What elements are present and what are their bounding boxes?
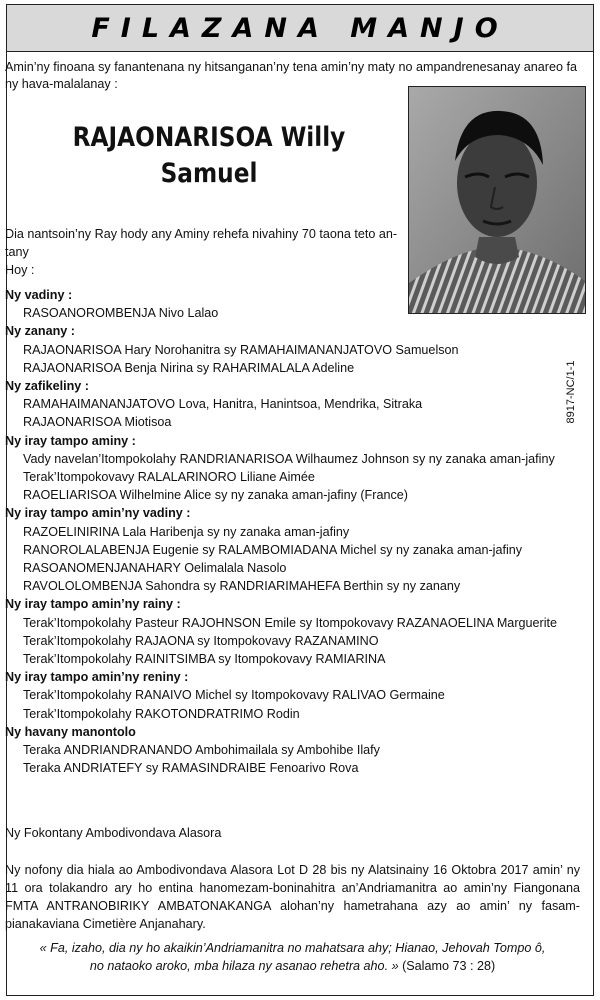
family-heading: Ny iray tampo amin’ny vadiny : <box>5 506 191 521</box>
family-heading: Ny vadiny : <box>5 288 73 302</box>
family-member: Teraka ANDRIANDRANANDO Ambohimailala sy Ambohibe Ilafy <box>23 743 380 758</box>
family-list <box>5 286 580 777</box>
verse-line1: « Fa, izaho, dia ny ho akaikin’Andriamanitra no mahatsara ahy; Hianao, Jehovah Tompo ô, <box>39 941 546 955</box>
verse-line2-wrap <box>5 957 580 975</box>
family-member: RAJAONARISOA Hary Norohanitra sy RAMAHAIMANANJATOVO Samuelson <box>23 342 459 357</box>
family-heading: Ny havany manontolo <box>5 724 136 739</box>
verse-citation: (Salamo 73 : 28) <box>402 959 496 973</box>
portrait-photo <box>408 86 586 314</box>
family-member: RAOELIARISOA Wilhelmine Alice sy ny zanaka aman-jafiny (France) <box>23 488 408 503</box>
family-member: Terak’Itompokolahy RANAIVO Michel sy Itompokovavy RALIVAO Germaine <box>23 688 445 703</box>
announcement-block <box>5 225 405 280</box>
family-heading: Ny iray tampo amin’ny reniny : <box>5 670 189 685</box>
portrait-photo-icon <box>409 87 585 313</box>
family-member: RASOANOMENJANAHARY Oelimalala Nasolo <box>23 561 287 576</box>
family-heading: Ny iray tampo amin’ny rainy : <box>5 597 181 612</box>
deceased-name <box>46 120 371 192</box>
family-member: Terak’Itompokolahy Pasteur RAJOHNSON Emile sy Itompokovavy RAZANAOELINA Marguerite <box>23 615 558 630</box>
family-member: Terak’Itompokolahy RAKOTONDRATRIMO Rodin <box>23 706 300 721</box>
family-member: Teraka ANDRIATEFY sy RAMASINDRAIBE Fenoarivo Rova <box>23 761 359 776</box>
announcement-text: Dia nantsoin’ny Ray hody any Aminy rehefa nivahiny 70 taona teto an-tany <box>5 227 398 260</box>
verse-line2: no nataoko aroko, mba hilaza ny asanao rehetra aho. » <box>89 959 399 973</box>
family-member: RAJAONARISOA Benja Nirina sy RAHARIMALALA Adeline <box>23 360 355 375</box>
family-member: RASOANOROMBENJA Nivo Lalao <box>23 306 219 321</box>
deceased-name-line2: Samuel <box>160 158 258 189</box>
family-member: RAJAONARISOA Miotisoa <box>23 415 172 430</box>
banner-title: FILAZANA MANJO <box>91 12 509 44</box>
family-member: RAZOELINIRINA Lala Haribenja sy ny zanaka aman-jafiny <box>23 524 350 539</box>
family-member: RANOROLALABENJA Eugenie sy RALAMBOMIADANA Michel sy ny zanaka aman-jafiny <box>23 542 523 557</box>
burial-paragraph: Ny nofony dia hiala ao Ambodivondava Alasora Lot D 28 bis ny Alatsinainy 16 Oktobra 2017 amin’ ny 11 ora tolakandro ary ho entina hanomezam-boninahitra an’Andriamanitra ao amin’ny Fiangonana FMTA ANTRANOBIRIKY AMBATONAKANGA alohan’ny hametrahana azy ao amin’ ny fasam-pianakaviana Cimetière Anjanahary. <box>5 863 580 931</box>
reference-code: 8917-NC/1-1 <box>565 360 577 424</box>
family-heading: Ny zanany : <box>5 324 75 339</box>
deceased-name-line1: RAJAONARISOA Willy <box>72 122 346 153</box>
family-member: Terak’Itompokolahy RAJAONA sy Itompokovavy RAZANAMINO <box>23 633 379 648</box>
hoy-label: Hoy : <box>5 263 35 278</box>
family-member: Terak’Itompokolahy RAINITSIMBA sy Itompokovavy RAMIARINA <box>23 652 386 667</box>
intro-text: Amin’ny finoana sy fanantenana ny hitsanganan’ny tena amin’ny maty no ampandrenesanay anareo fa ny hava-malalanay : <box>5 60 577 91</box>
family-heading: Ny iray tampo aminy : <box>5 433 136 448</box>
notice-banner <box>7 5 593 52</box>
bible-verse <box>5 939 580 975</box>
family-member: RAVOLOLOMBENJA Sahondra sy RANDRIARIMAHEFA Berthin sy ny zanany <box>23 579 461 594</box>
family-member: Vady navelan’Itompokolahy RANDRIANARISOA Wilhaumez Johnson sy ny zanaka aman-jafiny <box>23 451 555 466</box>
fokontany-line: Ny Fokontany Ambodivondava Alasora <box>5 826 222 840</box>
family-member: RAMAHAIMANANJATOVO Lova, Hanitra, Hanintsoa, Mendrika, Sitraka <box>23 397 423 412</box>
family-member: Terak’Itompokovavy RALALARINORO Liliane Aimée <box>23 470 315 485</box>
family-heading: Ny zafikeliny : <box>5 379 89 394</box>
